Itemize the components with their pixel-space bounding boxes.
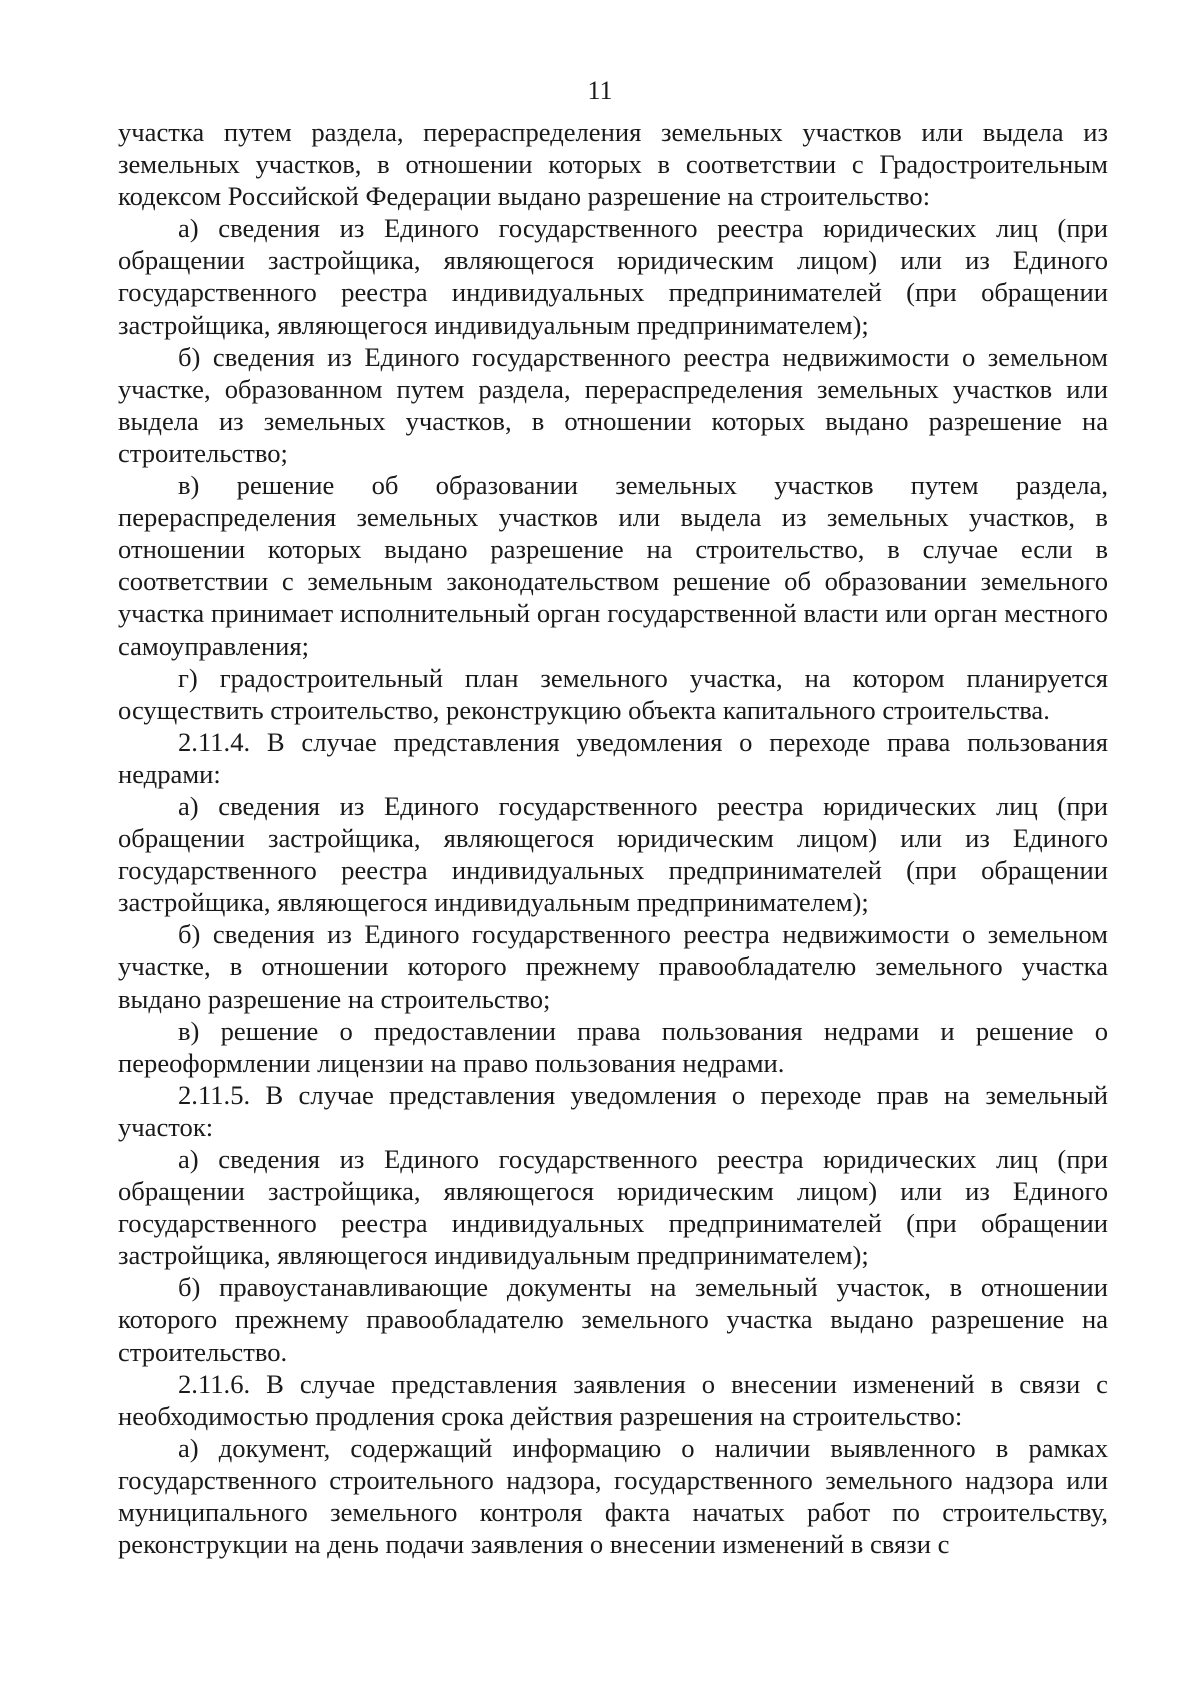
section-heading-2-11-5: 2.11.5. В случае представления уведомления о переходе прав на земельный участок:: [118, 1079, 1108, 1142]
paragraph: б) сведения из Единого государственного реестра недвижимости о земельном участке, в отношении которого прежнему правообладателю земельного участка выдано разрешение на строительство;: [118, 919, 1108, 1014]
paragraph: б) сведения из Единого государственного реестра недвижимости о земельном участке, образованном путем раздела, перераспределения земельных участков или выдела из земельных участков, в отношении которых выдано разрешение на строительство;: [118, 341, 1108, 468]
section-heading-2-11-4: 2.11.4. В случае представления уведомления о переходе права пользования недрами:: [118, 726, 1108, 789]
paragraph: а) сведения из Единого государственного реестра юридических лиц (при обращении застройщика, являющегося юридическим лицом) или из Единого государственного реестра индивидуальных предпринимателей (при обращении застройщика, являющегося индивидуальным предпринимателем);: [118, 213, 1108, 340]
section-heading-2-11-6: 2.11.6. В случае представления заявления о внесении изменений в связи с необходимостью продления срока действия разрешения на строительство:: [118, 1368, 1108, 1431]
paragraph: участка путем раздела, перераспределения земельных участков или выдела из земельных участков, в отношении которых в соответствии с Градостроительным кодексом Российской Федерации выдано разрешение на строительство:: [118, 117, 1108, 212]
paragraph: в) решение о предоставлении права пользования недрами и решение о переоформлении лицензии на право пользования недрами.: [118, 1015, 1108, 1078]
paragraph: б) правоустанавливающие документы на земельный участок, в отношении которого прежнему правообладателю земельного участка выдано разрешение на строительство.: [118, 1272, 1108, 1367]
document-body: [118, 116, 1108, 1560]
paragraph: а) сведения из Единого государственного реестра юридических лиц (при обращении застройщика, являющегося юридическим лицом) или из Единого государственного реестра индивидуальных предпринимателей (при обращении застройщика, являющегося индивидуальным предпринимателем);: [118, 790, 1108, 918]
paragraph: а) сведения из Единого государственного реестра юридических лиц (при обращении застройщика, являющегося юридическим лицом) или из Единого государственного реестра индивидуальных предпринимателей (при обращении застройщика, являющегося индивидуальным предпринимателем);: [118, 1144, 1108, 1271]
paragraph: г) градостроительный план земельного участка, на котором планируется осуществить строительство, реконструкцию объекта капитального строительства.: [118, 662, 1108, 725]
paragraph: в) решение об образовании земельных участков путем раздела, перераспределения земельных участков или выдела из земельных участков, в отношении которых выдано разрешение на строительство, в случае если в соответствии с земельным законодательством решение об образовании земельного участка принимает исполнительный орган государственной власти или орган местного самоуправления;: [118, 470, 1108, 661]
paragraph: а) документ, содержащий информацию о наличии выявленного в рамках государственного строительного надзора, государственного земельного надзора или муниципального земельного контроля факта начатых работ по строительству, реконструкции на день подачи заявления о внесении изменений в связи с: [118, 1432, 1108, 1560]
page-number: 11: [587, 76, 613, 105]
